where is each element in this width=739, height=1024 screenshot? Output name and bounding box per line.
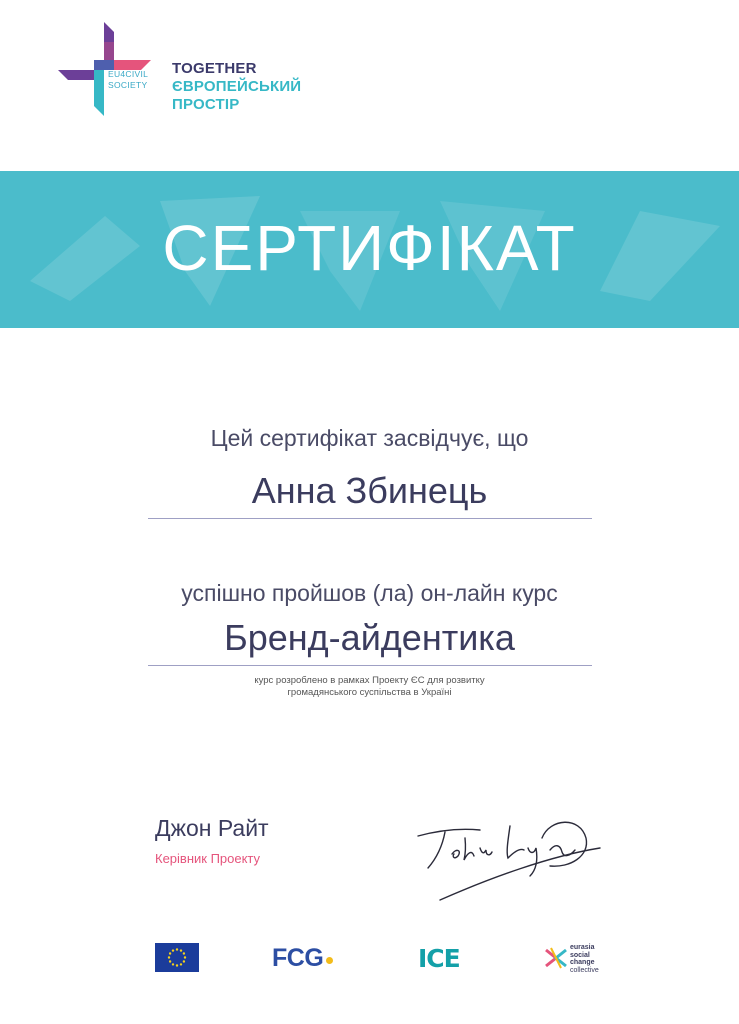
- together-logo-text: [172, 60, 301, 114]
- logo-line-together: TOGETHER: [172, 60, 257, 77]
- logo-line-european: ЄВРОПЕЙСЬКИЙ: [172, 78, 302, 95]
- escc-line: collective: [570, 966, 599, 974]
- escc-line: social: [570, 951, 590, 959]
- eurasia-social-change-logo: [570, 944, 599, 974]
- completion-text: успішно пройшов (ла) он-лайн курс: [181, 580, 558, 606]
- course-note-line: курс розроблено в рамках Проекту ЄС для розвитку: [254, 675, 485, 686]
- logo-line-space: ПРОСТІР: [172, 96, 240, 113]
- signature-icon: [410, 808, 610, 908]
- certificate-title: СЕРТИФІКАТ: [162, 212, 577, 284]
- course-note: [0, 675, 739, 699]
- recipient-name: Анна Збинець: [251, 470, 488, 511]
- signatory-name: Джон Райт: [155, 815, 269, 841]
- logo-mark-line: EU4CIVIL: [108, 69, 149, 79]
- fcg-dot-icon: [326, 957, 333, 964]
- eurasia-social-change-icon: [545, 946, 567, 970]
- course-note-line: громадянського суспільства в Україні: [287, 687, 452, 698]
- intro-text: Цей сертифікат засвідчує, що: [210, 425, 529, 451]
- escc-line: change: [570, 959, 595, 966]
- ice-logo: ICE: [418, 944, 460, 973]
- name-underline: [148, 518, 592, 519]
- course-underline: [148, 665, 592, 666]
- logo-mark-text: [108, 69, 148, 91]
- course-name: Бренд-айдентика: [224, 617, 515, 658]
- title-banner: [0, 171, 739, 328]
- escc-line: eurasia: [570, 944, 595, 951]
- eu-flag-icon: [155, 943, 199, 972]
- fcg-logo: [272, 944, 333, 973]
- logo-mark-line: SOCIETY: [108, 80, 148, 90]
- fcg-logo-text: FCG: [272, 944, 324, 972]
- signatory-role: Керівник Проекту: [155, 851, 261, 866]
